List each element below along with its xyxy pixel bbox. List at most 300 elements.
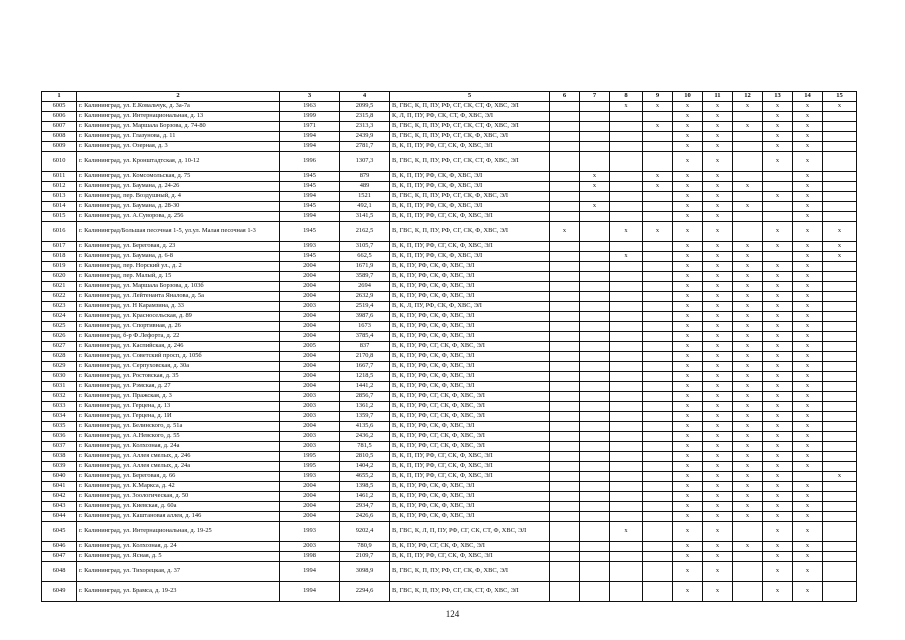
mark-cell — [550, 462, 580, 472]
address-cell: г. Калининград, ул. Комсомольская, д. 75 — [77, 172, 280, 182]
mark-cell — [643, 512, 673, 522]
area-cell: 2632,9 — [340, 292, 390, 302]
mark-cell: х — [673, 502, 703, 512]
mark-cell: х — [643, 182, 673, 192]
year-cell: 1945 — [280, 222, 340, 242]
mark-cell: х — [703, 112, 733, 122]
year-cell: 1993 — [280, 242, 340, 252]
mark-cell: х — [733, 542, 763, 552]
mark-cell: х — [793, 482, 823, 492]
table-row — [42, 202, 857, 212]
row-id-cell: 6036 — [42, 432, 77, 442]
mark-cell: х — [793, 242, 823, 252]
mark-cell — [823, 142, 857, 152]
row-id-cell: 6040 — [42, 472, 77, 482]
mark-cell: х — [673, 222, 703, 242]
mark-cell: х — [793, 122, 823, 132]
works-cell: В, К, П, ПУ, РФ, СГ, СК, Ф, ХВС, ЭЛ — [390, 242, 550, 252]
year-cell: 1945 — [280, 252, 340, 262]
mark-cell — [823, 312, 857, 322]
mark-cell — [610, 122, 643, 132]
year-cell: 1945 — [280, 202, 340, 212]
mark-cell — [580, 282, 610, 292]
mark-cell: х — [703, 502, 733, 512]
mark-cell: х — [763, 392, 793, 402]
year-cell: 2003 — [280, 442, 340, 452]
row-id-cell: 6016 — [42, 222, 77, 242]
mark-cell — [610, 362, 643, 372]
works-cell: В, К, ПУ, РФ, СК, Ф, ХВС, ЭЛ — [390, 422, 550, 432]
table-row — [42, 452, 857, 462]
mark-cell — [823, 442, 857, 452]
mark-cell — [550, 172, 580, 182]
year-cell: 2004 — [280, 422, 340, 432]
table-row — [42, 182, 857, 192]
mark-cell: х — [703, 252, 733, 262]
row-id-cell: 6014 — [42, 202, 77, 212]
mark-cell: х — [763, 302, 793, 312]
mark-cell: х — [793, 262, 823, 272]
area-cell: 1359,7 — [340, 412, 390, 422]
mark-cell: х — [733, 332, 763, 342]
table-row — [42, 502, 857, 512]
area-cell: 2294,6 — [340, 582, 390, 602]
row-id-cell: 6032 — [42, 392, 77, 402]
mark-cell: х — [673, 152, 703, 172]
mark-cell: х — [733, 122, 763, 132]
area-cell: 492,1 — [340, 202, 390, 212]
mark-cell — [643, 342, 673, 352]
mark-cell: х — [823, 102, 857, 112]
mark-cell — [580, 452, 610, 462]
table-row — [42, 372, 857, 382]
row-id-cell: 6028 — [42, 352, 77, 362]
mark-cell: х — [673, 102, 703, 112]
mark-cell: х — [703, 322, 733, 332]
mark-cell — [610, 312, 643, 322]
mark-cell — [643, 472, 673, 482]
mark-cell — [550, 132, 580, 142]
mark-cell — [550, 342, 580, 352]
mark-cell — [550, 272, 580, 282]
row-id-cell: 6047 — [42, 552, 77, 562]
mark-cell — [643, 582, 673, 602]
mark-cell: х — [733, 292, 763, 302]
area-cell: 2694 — [340, 282, 390, 292]
mark-cell — [823, 212, 857, 222]
mark-cell: х — [793, 292, 823, 302]
mark-cell — [610, 442, 643, 452]
mark-cell — [610, 132, 643, 142]
mark-cell: х — [673, 382, 703, 392]
row-id-cell: 6031 — [42, 382, 77, 392]
mark-cell — [823, 482, 857, 492]
row-id-cell: 6046 — [42, 542, 77, 552]
mark-cell: х — [763, 342, 793, 352]
mark-cell — [643, 292, 673, 302]
mark-cell: х — [733, 472, 763, 482]
mark-cell — [643, 422, 673, 432]
year-cell: 1993 — [280, 522, 340, 542]
address-cell: г. Калининград, ул. Киевская, д. 60а — [77, 502, 280, 512]
works-cell: В, К, ПУ, РФ, СК, Ф, ХВС, ЭЛ — [390, 312, 550, 322]
mark-cell: х — [673, 582, 703, 602]
header-cell: 6 — [550, 92, 580, 102]
mark-cell — [823, 432, 857, 442]
mark-cell: х — [703, 392, 733, 402]
row-id-cell: 6042 — [42, 492, 77, 502]
row-id-cell: 6019 — [42, 262, 77, 272]
mark-cell: х — [763, 522, 793, 542]
mark-cell: х — [673, 332, 703, 342]
area-cell: 4135,6 — [340, 422, 390, 432]
works-cell: В, ГВС, К, Л, П, ПУ, РФ, СГ, СК, СТ, Ф, ХВС, ЭЛ — [390, 522, 550, 542]
header-cell: 2 — [77, 92, 280, 102]
header-cell: 9 — [643, 92, 673, 102]
mark-cell: х — [703, 552, 733, 562]
row-id-cell: 6045 — [42, 522, 77, 542]
mark-cell: х — [763, 322, 793, 332]
mark-cell: х — [793, 202, 823, 212]
mark-cell — [823, 262, 857, 272]
mark-cell — [610, 412, 643, 422]
mark-cell — [550, 312, 580, 322]
mark-cell: х — [703, 512, 733, 522]
works-cell: В, К, ПУ, РФ, СГ, СК, Ф, ХВС, ЭЛ — [390, 432, 550, 442]
mark-cell — [610, 282, 643, 292]
mark-cell — [643, 382, 673, 392]
mark-cell: х — [733, 462, 763, 472]
area-cell: 1398,5 — [340, 482, 390, 492]
table-row — [42, 132, 857, 142]
year-cell: 2004 — [280, 262, 340, 272]
mark-cell — [580, 112, 610, 122]
mark-cell: х — [823, 252, 857, 262]
area-cell: 1667,7 — [340, 362, 390, 372]
mark-cell: х — [673, 362, 703, 372]
header-cell: 15 — [823, 92, 857, 102]
area-cell: 2439,9 — [340, 132, 390, 142]
mark-cell — [580, 522, 610, 542]
mark-cell: х — [673, 492, 703, 502]
mark-cell: х — [793, 552, 823, 562]
mark-cell: х — [703, 142, 733, 152]
mark-cell: х — [673, 272, 703, 282]
mark-cell: х — [733, 382, 763, 392]
mark-cell — [643, 152, 673, 172]
mark-cell: х — [673, 182, 703, 192]
mark-cell — [823, 462, 857, 472]
mark-cell: х — [610, 222, 643, 242]
mark-cell — [550, 282, 580, 292]
mark-cell — [610, 292, 643, 302]
mark-cell — [580, 302, 610, 312]
works-cell: В, К, П, ПУ, РФ, СГ, СК, Ф, ХВС, ЭЛ — [390, 462, 550, 472]
mark-cell — [580, 312, 610, 322]
row-id-cell: 6030 — [42, 372, 77, 382]
mark-cell — [550, 322, 580, 332]
works-cell: В, ГВС, К, П, ПУ, РФ, СГ, СК, СТ, Ф, ХВС, ЭЛ — [390, 152, 550, 172]
mark-cell: х — [763, 542, 793, 552]
row-id-cell: 6010 — [42, 152, 77, 172]
mark-cell — [643, 402, 673, 412]
table-row — [42, 332, 857, 342]
table-row — [42, 152, 857, 172]
address-cell: г. Калининград, ул. Е.Ковальчук, д. 3а-7а — [77, 102, 280, 112]
table-row — [42, 472, 857, 482]
year-cell: 1995 — [280, 452, 340, 462]
area-cell: 3098,9 — [340, 562, 390, 582]
mark-cell — [580, 102, 610, 112]
mark-cell: х — [733, 342, 763, 352]
area-cell: 2162,5 — [340, 222, 390, 242]
area-cell: 2934,7 — [340, 502, 390, 512]
mark-cell: х — [793, 312, 823, 322]
mark-cell — [610, 262, 643, 272]
area-cell: 2099,5 — [340, 102, 390, 112]
row-id-cell: 6041 — [42, 482, 77, 492]
mark-cell: х — [733, 322, 763, 332]
works-cell: В, К, ПУ, РФ, СК, Ф, ХВС, ЭЛ — [390, 482, 550, 492]
table-row — [42, 552, 857, 562]
mark-cell — [823, 112, 857, 122]
mark-cell: х — [703, 272, 733, 282]
mark-cell — [643, 362, 673, 372]
mark-cell — [823, 402, 857, 412]
year-cell: 2004 — [280, 272, 340, 282]
mark-cell: х — [793, 372, 823, 382]
mark-cell — [580, 152, 610, 172]
table-row — [42, 122, 857, 132]
mark-cell: х — [703, 382, 733, 392]
works-cell: В, К, П, ПУ, РФ, СГ, СК, Ф, ХВС, ЭЛ — [390, 472, 550, 482]
works-cell: В, К, ПУ, РФ, СК, Ф, ХВС, ЭЛ — [390, 322, 550, 332]
mark-cell: х — [703, 432, 733, 442]
table-row — [42, 442, 857, 452]
address-cell: г. Калининград, пер. Норский ул., д. 2 — [77, 262, 280, 272]
mark-cell: х — [763, 112, 793, 122]
mark-cell — [823, 542, 857, 552]
row-id-cell: 6025 — [42, 322, 77, 332]
mark-cell — [580, 322, 610, 332]
mark-cell: х — [763, 452, 793, 462]
works-cell: В, К, ПУ, РФ, СК, Ф, ХВС, ЭЛ — [390, 262, 550, 272]
area-cell: 662,5 — [340, 252, 390, 262]
mark-cell: х — [673, 542, 703, 552]
mark-cell — [643, 372, 673, 382]
mark-cell: х — [673, 392, 703, 402]
mark-cell: х — [673, 262, 703, 272]
mark-cell: х — [733, 372, 763, 382]
mark-cell — [823, 492, 857, 502]
mark-cell: х — [763, 272, 793, 282]
mark-cell: х — [763, 222, 793, 242]
row-id-cell: 6009 — [42, 142, 77, 152]
year-cell: 2004 — [280, 312, 340, 322]
mark-cell: х — [703, 522, 733, 542]
mark-cell: х — [673, 202, 703, 212]
mark-cell — [733, 192, 763, 202]
year-cell: 1999 — [280, 112, 340, 122]
row-id-cell: 6015 — [42, 212, 77, 222]
table-row — [42, 302, 857, 312]
mark-cell — [643, 242, 673, 252]
mark-cell: х — [673, 322, 703, 332]
mark-cell: х — [793, 112, 823, 122]
works-cell: В, К, ПУ, РФ, СК, Ф, ХВС, ЭЛ — [390, 272, 550, 282]
mark-cell — [580, 542, 610, 552]
mark-cell: х — [733, 482, 763, 492]
mark-cell — [580, 502, 610, 512]
row-id-cell: 6024 — [42, 312, 77, 322]
table-row — [42, 542, 857, 552]
mark-cell — [643, 112, 673, 122]
year-cell: 2004 — [280, 372, 340, 382]
mark-cell — [580, 482, 610, 492]
mark-cell — [823, 132, 857, 142]
mark-cell: х — [763, 332, 793, 342]
mark-cell: х — [793, 332, 823, 342]
mark-cell — [580, 272, 610, 282]
area-cell: 781,5 — [340, 442, 390, 452]
row-id-cell: 6006 — [42, 112, 77, 122]
mark-cell — [610, 332, 643, 342]
works-cell: В, К, П, ПУ, РФ, СК, Ф, ХВС, ЭЛ — [390, 202, 550, 212]
mark-cell — [610, 432, 643, 442]
mark-cell — [580, 392, 610, 402]
mark-cell — [733, 152, 763, 172]
row-id-cell: 6011 — [42, 172, 77, 182]
mark-cell: х — [703, 472, 733, 482]
mark-cell: х — [703, 462, 733, 472]
mark-cell: х — [763, 292, 793, 302]
mark-cell — [550, 142, 580, 152]
mark-cell: х — [673, 302, 703, 312]
mark-cell — [550, 332, 580, 342]
mark-cell: х — [793, 152, 823, 172]
mark-cell: х — [643, 222, 673, 242]
year-cell: 1945 — [280, 182, 340, 192]
year-cell: 2004 — [280, 482, 340, 492]
area-cell: 3141,5 — [340, 212, 390, 222]
year-cell: 1994 — [280, 562, 340, 582]
mark-cell — [610, 272, 643, 282]
area-cell: 489 — [340, 182, 390, 192]
mark-cell: х — [793, 412, 823, 422]
table-row — [42, 522, 857, 542]
mark-cell: х — [793, 542, 823, 552]
mark-cell: х — [823, 222, 857, 242]
mark-cell: х — [793, 562, 823, 582]
mark-cell — [823, 122, 857, 132]
address-cell: г. Калининград, ул. Белинского, д. 51а — [77, 422, 280, 432]
mark-cell: х — [763, 262, 793, 272]
works-cell: В, ГВС, К, П, ПУ, РФ, СГ, СК, Ф, ХВС, ЭЛ — [390, 192, 550, 202]
mark-cell: х — [733, 432, 763, 442]
mark-cell — [580, 132, 610, 142]
mark-cell — [580, 412, 610, 422]
mark-cell: х — [703, 292, 733, 302]
works-cell: В, К, ПУ, РФ, СК, Ф, ХВС, ЭЛ — [390, 282, 550, 292]
area-cell: 1361,2 — [340, 402, 390, 412]
row-id-cell: 6018 — [42, 252, 77, 262]
mark-cell — [610, 352, 643, 362]
address-cell: г. Калининград, ул. Герцена, д. 13 — [77, 402, 280, 412]
mark-cell — [550, 422, 580, 432]
mark-cell — [550, 542, 580, 552]
mark-cell — [580, 142, 610, 152]
works-cell: В, К, П, ПУ, РФ, СК, Ф, ХВС, ЭЛ — [390, 252, 550, 262]
mark-cell — [580, 262, 610, 272]
area-cell: 1218,5 — [340, 372, 390, 382]
year-cell: 1996 — [280, 152, 340, 172]
mark-cell: х — [673, 522, 703, 542]
table-row — [42, 492, 857, 502]
works-cell: В, К, ПУ, РФ, СГ, СК, Ф, ХВС, ЭЛ — [390, 442, 550, 452]
table-row — [42, 392, 857, 402]
row-id-cell: 6043 — [42, 502, 77, 512]
mark-cell — [580, 382, 610, 392]
mark-cell — [643, 562, 673, 582]
year-cell: 2004 — [280, 512, 340, 522]
mark-cell — [643, 212, 673, 222]
mark-cell — [610, 242, 643, 252]
mark-cell — [610, 382, 643, 392]
year-cell: 2003 — [280, 432, 340, 442]
mark-cell — [550, 352, 580, 362]
address-cell: г. Калининград, ул. Каспийская, д. 246 — [77, 342, 280, 352]
mark-cell — [733, 212, 763, 222]
area-cell: 2436,2 — [340, 432, 390, 442]
mark-cell — [643, 142, 673, 152]
mark-cell: х — [763, 432, 793, 442]
mark-cell: х — [703, 442, 733, 452]
address-cell: г. Калининград, ул. Лейтенанта Яналова, д. 5а — [77, 292, 280, 302]
address-cell: г. Калининград, ул. А.Суворова, д. 256 — [77, 212, 280, 222]
mark-cell — [580, 332, 610, 342]
mark-cell: х — [733, 352, 763, 362]
table-row — [42, 422, 857, 432]
mark-cell: х — [793, 272, 823, 282]
row-id-cell: 6007 — [42, 122, 77, 132]
area-cell: 1461,2 — [340, 492, 390, 502]
mark-cell — [580, 422, 610, 432]
works-cell: В, К, ПУ, РФ, СГ, СК, Ф, ХВС, ЭЛ — [390, 412, 550, 422]
mark-cell: х — [793, 442, 823, 452]
mark-cell — [823, 272, 857, 282]
mark-cell: х — [673, 442, 703, 452]
mark-cell: х — [793, 282, 823, 292]
mark-cell — [733, 112, 763, 122]
address-cell: г. Калининград, ул. Озерная, д. 3 — [77, 142, 280, 152]
year-cell: 2003 — [280, 402, 340, 412]
mark-cell — [643, 312, 673, 322]
mark-cell: х — [793, 352, 823, 362]
area-cell: 3987,6 — [340, 312, 390, 322]
mark-cell — [823, 412, 857, 422]
mark-cell — [610, 452, 643, 462]
year-cell: 2004 — [280, 492, 340, 502]
mark-cell — [580, 292, 610, 302]
mark-cell: х — [793, 252, 823, 262]
mark-cell — [823, 192, 857, 202]
area-cell: 4655,2 — [340, 472, 390, 482]
year-cell: 2004 — [280, 292, 340, 302]
table-row — [42, 362, 857, 372]
mark-cell — [823, 152, 857, 172]
mark-cell: х — [793, 102, 823, 112]
header-cell: 7 — [580, 92, 610, 102]
